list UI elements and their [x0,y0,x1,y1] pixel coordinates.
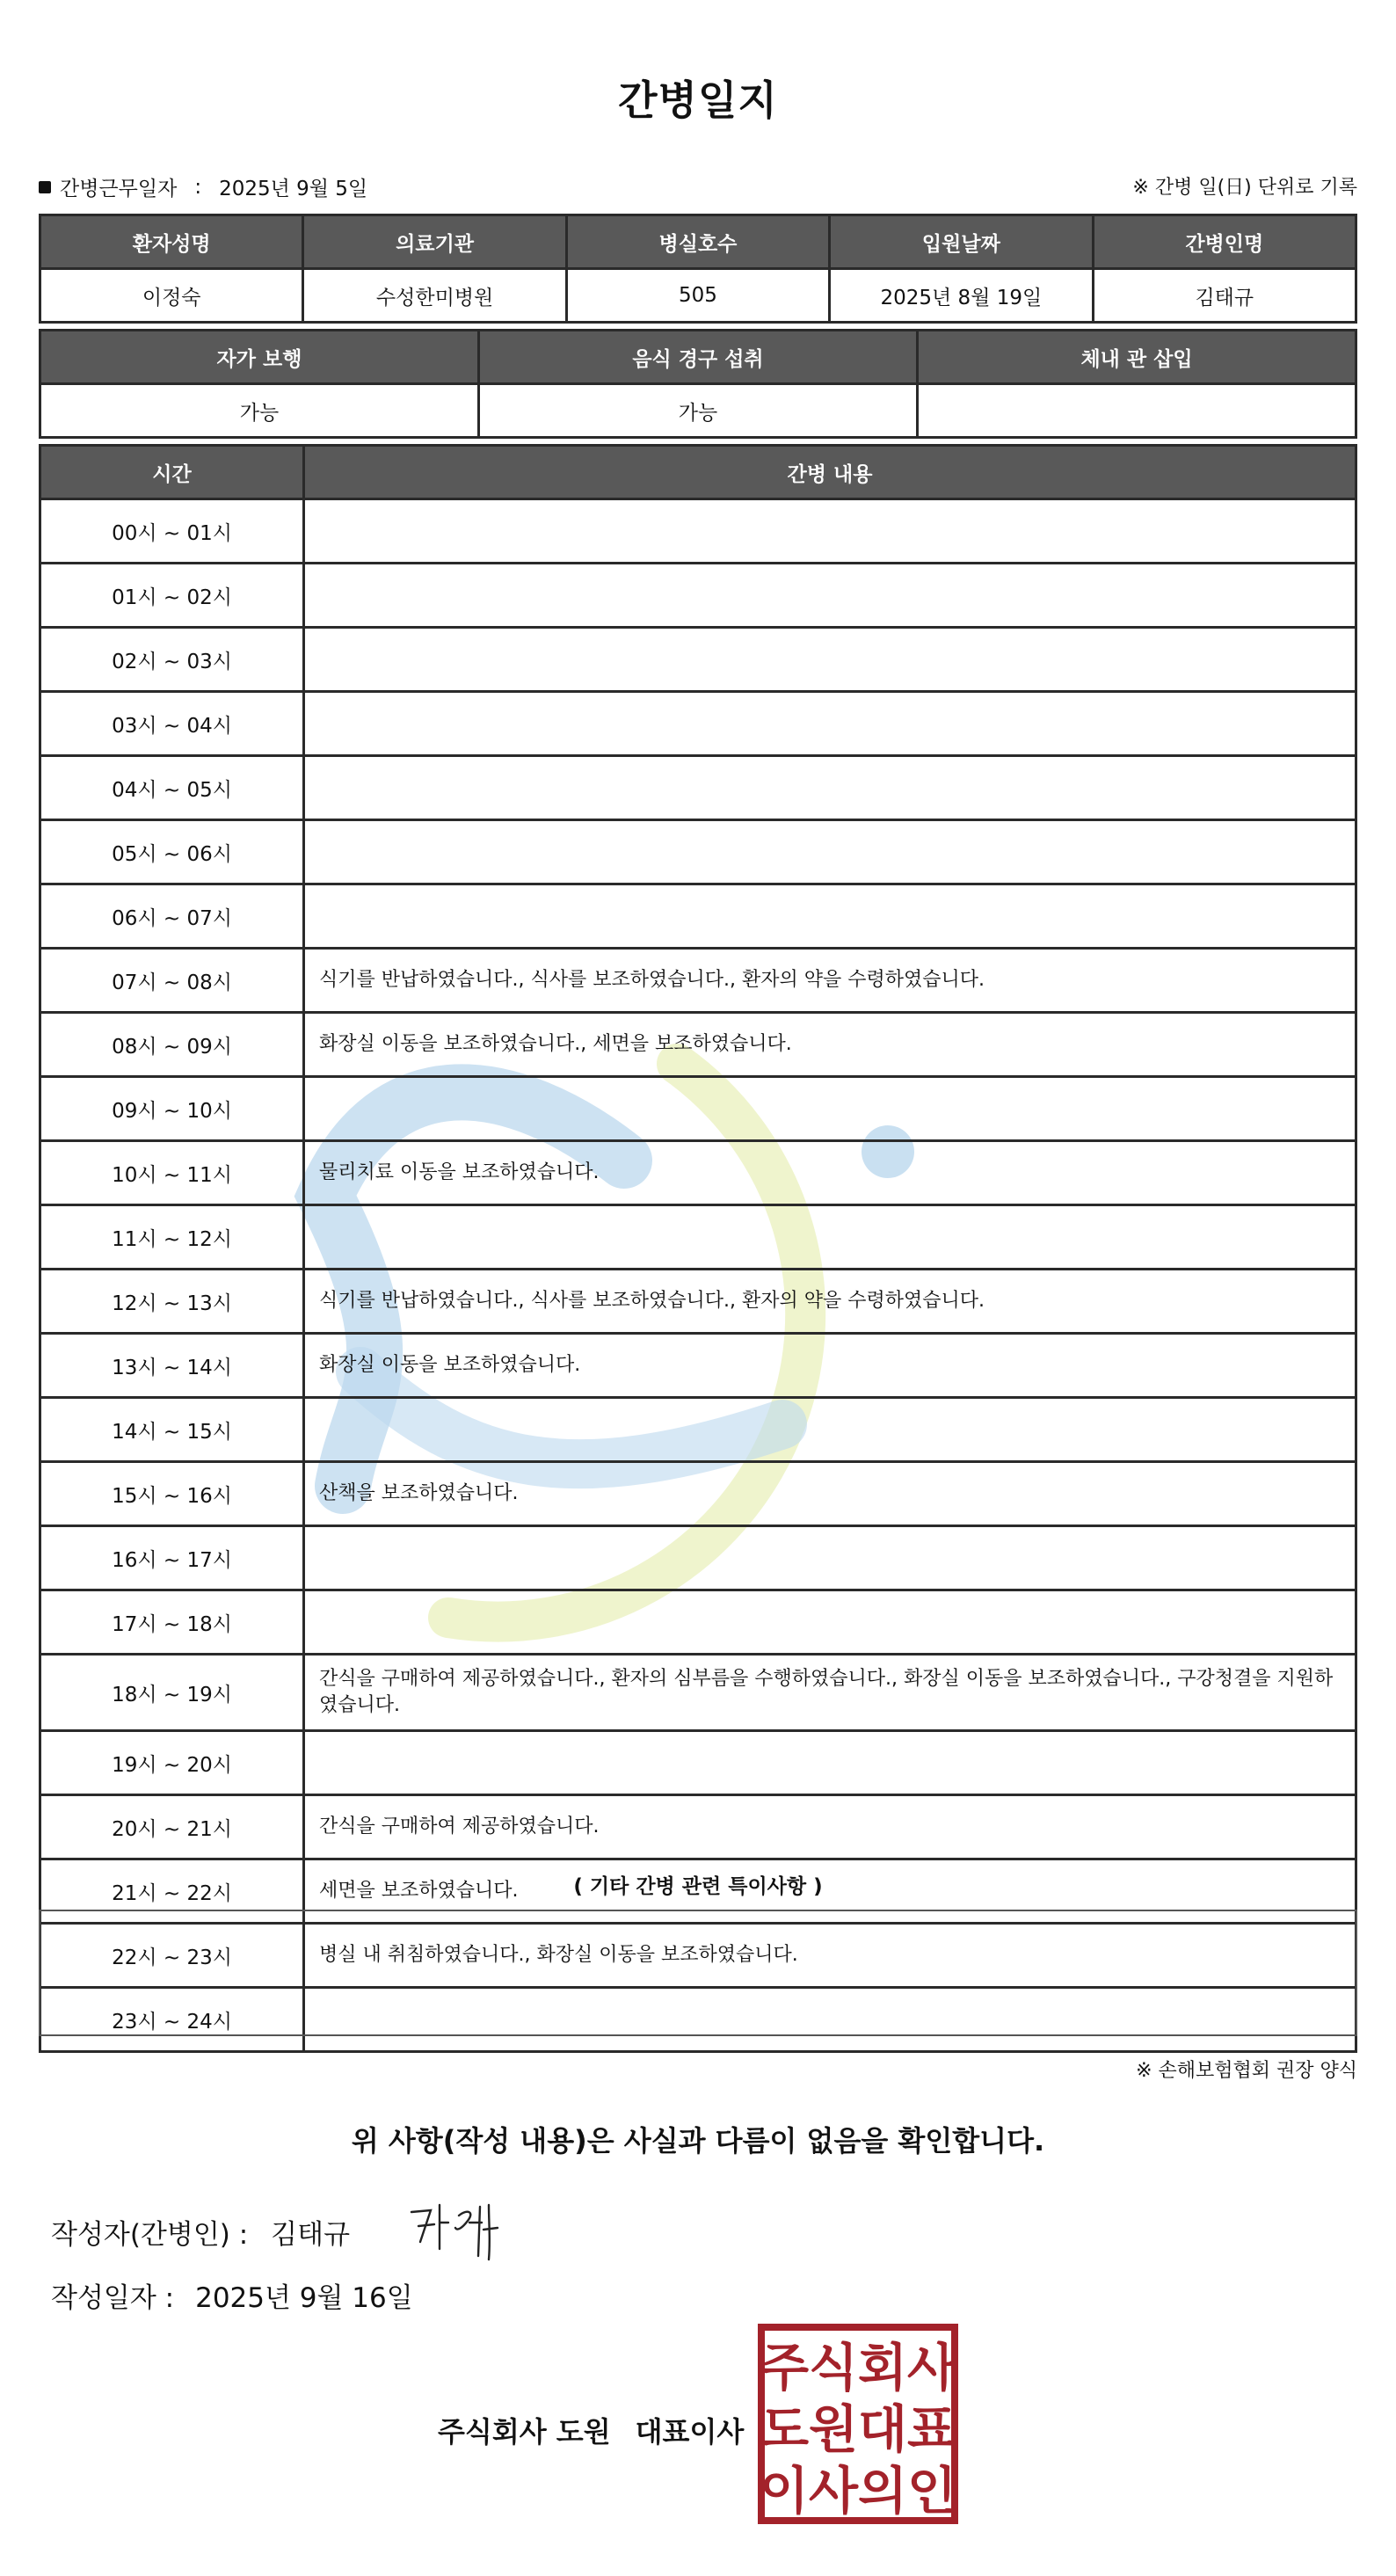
table-row [40,820,1356,884]
care-content-cell: 화장실 이동을 보조하였습니다., 세면을 보조하였습니다. [304,1013,1356,1077]
care-content-cell [304,1077,1356,1141]
svg-text:의: 의 [857,2461,908,2521]
admission-date-header: 입원날짜 [830,215,1093,269]
oral-intake-value: 가능 [479,384,918,438]
table-row [40,692,1356,756]
time-cell: 11시 ~ 12시 [40,1205,304,1270]
care-content-cell: 산책을 보조하였습니다. [304,1462,1356,1526]
table-row [40,1141,1356,1205]
care-content-cell [304,1590,1356,1655]
care-date-separator: : [194,175,202,199]
svg-text:식: 식 [808,2338,859,2398]
time-cell: 10시 ~ 11시 [40,1141,304,1205]
svg-text:주: 주 [759,2338,810,2398]
svg-text:회: 회 [857,2338,908,2398]
table-row [40,884,1356,949]
confirmation-statement: 위 사항(작성 내용)은 사실과 다름이 없음을 확인합니다. [351,2124,1045,2158]
time-cell: 19시 ~ 20시 [40,1731,304,1795]
time-cell: 01시 ~ 02시 [40,564,304,628]
table-row [40,1590,1356,1655]
care-date-label: 간병근무일자 [60,178,178,200]
caregiver-value: 김태규 [1093,269,1356,323]
table-row [40,1334,1356,1398]
care-content-cell [304,499,1356,564]
care-content-cell: 간식을 구매하여 제공하였습니다., 환자의 심부름을 수행하였습니다., 화장실 이동을 보조하였습니다., 구강청결을 지원하였습니다. [304,1655,1356,1731]
patient-name-header: 환자성명 [40,215,303,269]
care-log-table [39,444,1357,2053]
table-row [40,1013,1356,1077]
room-value: 505 [566,269,829,323]
document-title: 간병일지 [618,76,778,124]
tube-insertion-value [918,384,1356,438]
time-cell: 09시 ~ 10시 [40,1077,304,1141]
care-content-cell [304,1731,1356,1795]
table-row [40,949,1356,1013]
care-date-value: 2025년 9월 5일 [219,178,368,200]
table-row [40,756,1356,820]
time-cell: 03시 ~ 04시 [40,692,304,756]
time-cell: 13시 ~ 14시 [40,1334,304,1398]
time-header: 시간 [40,446,304,499]
ability-table [39,329,1357,439]
table-row [40,499,1356,564]
care-content-cell [304,1526,1356,1590]
care-content-cell [304,1398,1356,1462]
care-content-cell: 물리치료 이동을 보조하였습니다. [304,1141,1356,1205]
written-date-value: 2025년 9월 16일 [195,2282,413,2314]
written-date-line [51,2275,413,2315]
table-row [40,628,1356,692]
svg-text:표: 표 [906,2399,957,2459]
table-row [40,564,1356,628]
time-cell: 18시 ~ 19시 [40,1655,304,1731]
time-cell: 22시 ~ 23시 [40,1924,304,1988]
walking-value: 가능 [40,384,479,438]
table-row [40,1270,1356,1334]
other-notes-box [39,1910,1357,2036]
svg-text:원: 원 [808,2399,859,2459]
time-cell: 02시 ~ 03시 [40,628,304,692]
handwritten-signature [404,2196,527,2267]
svg-text:인: 인 [906,2461,957,2521]
written-date-label: 작성일자 : [51,2282,175,2314]
care-date-line [39,172,367,201]
care-content-cell [304,1205,1356,1270]
company-name: 주식회사 도원 [438,2415,611,2449]
table-row [40,1462,1356,1526]
admission-date-value: 2025년 8월 19일 [830,269,1093,323]
company-seal-stamp [758,2324,958,2524]
unit-note: ※ 간병 일(日) 단위로 기록 [1132,177,1357,199]
care-content-header: 간병 내용 [304,446,1356,499]
time-cell: 04시 ~ 05시 [40,756,304,820]
care-content-cell: 식기를 반납하였습니다., 식사를 보조하였습니다., 환자의 약을 수령하였습니다. [304,949,1356,1013]
table-row [40,1795,1356,1859]
writer-label: 작성자(간병인) : [51,2219,249,2251]
patient-name-value: 이정숙 [40,269,303,323]
care-content-cell: 병실 내 취침하였습니다., 화장실 이동을 보조하였습니다. [304,1924,1356,1988]
care-content-cell [304,564,1356,628]
form-note: ※ 손해보험협회 권장 양식 [1136,2060,1357,2082]
care-content-cell [304,692,1356,756]
time-cell: 21시 ~ 22시 [40,1859,304,1924]
time-cell: 16시 ~ 17시 [40,1526,304,1590]
oral-intake-header: 음식 경구 섭취 [479,331,918,384]
care-content-cell [304,820,1356,884]
table-row [40,1077,1356,1141]
time-cell: 05시 ~ 06시 [40,820,304,884]
time-cell: 00시 ~ 01시 [40,499,304,564]
care-content-cell: 세면을 보조하였습니다. [304,1859,1356,1924]
svg-text:사: 사 [808,2461,859,2521]
tube-insertion-header: 체내 관 삽입 [918,331,1356,384]
time-cell: 06시 ~ 07시 [40,884,304,949]
table-row [40,1398,1356,1462]
other-notes-title: ( 기타 간병 관련 특이사항 ) [573,1875,823,1898]
time-cell: 20시 ~ 21시 [40,1795,304,1859]
time-cell: 17시 ~ 18시 [40,1590,304,1655]
time-cell: 08시 ~ 09시 [40,1013,304,1077]
care-content-cell [304,756,1356,820]
care-content-cell [304,628,1356,692]
table-row [40,1731,1356,1795]
room-header: 병실호수 [566,215,829,269]
writer-line [51,2212,350,2252]
time-cell: 14시 ~ 15시 [40,1398,304,1462]
company-title: 대표이사 [635,2415,745,2449]
time-cell: 23시 ~ 24시 [40,1988,304,2052]
care-content-cell: 간식을 구매하여 제공하였습니다. [304,1795,1356,1859]
hospital-value: 수성한미병원 [303,269,566,323]
care-content-cell: 화장실 이동을 보조하였습니다. [304,1334,1356,1398]
caregiver-header: 간병인명 [1093,215,1356,269]
time-cell: 12시 ~ 13시 [40,1270,304,1334]
writer-name: 김태규 [271,2219,351,2251]
svg-text:대: 대 [857,2399,908,2459]
walking-header: 자가 보행 [40,331,479,384]
table-row [40,1205,1356,1270]
table-row [40,1655,1356,1731]
table-row [40,1526,1356,1590]
square-bullet-icon [39,181,51,193]
care-content-cell [304,884,1356,949]
care-content-cell: 식기를 반납하였습니다., 식사를 보조하였습니다., 환자의 약을 수령하였습니다. [304,1270,1356,1334]
time-cell: 15시 ~ 16시 [40,1462,304,1526]
svg-text:도: 도 [759,2399,810,2459]
patient-info-table [39,214,1357,324]
svg-text:이: 이 [759,2461,810,2521]
company-line [438,2410,744,2450]
svg-text:사: 사 [906,2338,957,2398]
hospital-header: 의료기관 [303,215,566,269]
time-cell: 07시 ~ 08시 [40,949,304,1013]
